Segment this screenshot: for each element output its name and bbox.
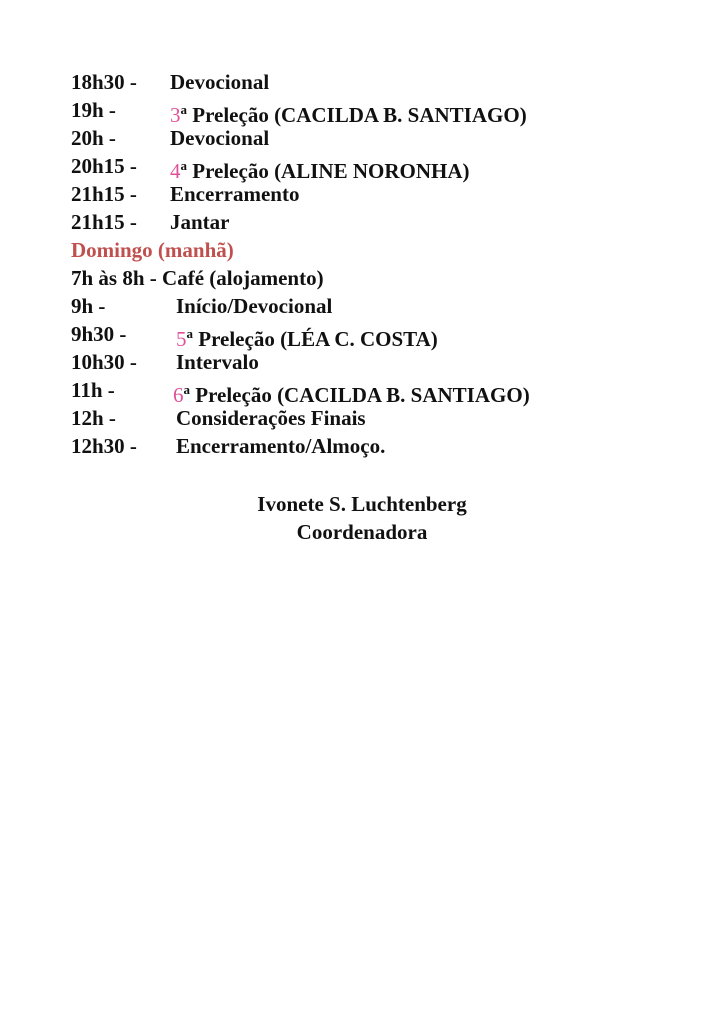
schedule-time: 19h - bbox=[71, 98, 116, 122]
schedule-row bbox=[71, 264, 671, 292]
schedule-description: Devocional bbox=[170, 126, 270, 150]
schedule-row bbox=[71, 432, 671, 460]
schedule-time: 11h - bbox=[71, 378, 115, 402]
session-title: Preleção (LÉA C. COSTA) bbox=[198, 327, 438, 351]
schedule-time: 18h30 - bbox=[71, 70, 137, 94]
schedule-time: 20h15 - bbox=[71, 154, 137, 178]
signatory-role: Coordenadora bbox=[296, 520, 428, 544]
day-heading: Domingo (manhã) bbox=[71, 238, 234, 262]
ordinal-superscript: a bbox=[180, 102, 187, 117]
schedule-row bbox=[71, 376, 671, 407]
schedule-time: 10h30 - bbox=[71, 350, 137, 374]
schedule-time: 21h15 - bbox=[71, 210, 137, 234]
schedule-row bbox=[71, 292, 671, 320]
schedule-row bbox=[71, 68, 671, 96]
ordinal-number: 5 bbox=[176, 327, 187, 351]
schedule-time: 12h30 - bbox=[71, 434, 137, 458]
schedule bbox=[71, 68, 671, 460]
schedule-time: 9h - bbox=[71, 294, 106, 318]
schedule-description: Encerramento/Almoço. bbox=[176, 434, 386, 458]
schedule-time: 21h15 - bbox=[71, 182, 137, 206]
ordinal-superscript: a bbox=[183, 382, 190, 397]
ordinal-superscript: a bbox=[180, 158, 187, 173]
schedule-description: Jantar bbox=[170, 210, 230, 234]
ordinal-number: 3 bbox=[170, 103, 181, 127]
schedule-description: Início/Devocional bbox=[176, 294, 333, 318]
signatory-name: Ivonete S. Luchtenberg bbox=[257, 492, 467, 516]
schedule-row bbox=[71, 404, 671, 432]
session-title: Preleção (CACILDA B. SANTIAGO) bbox=[192, 103, 527, 127]
signature-block bbox=[0, 490, 724, 546]
schedule-description: Considerações Finais bbox=[176, 406, 366, 430]
session-title: Preleção (CACILDA B. SANTIAGO) bbox=[195, 383, 530, 407]
schedule-description: Devocional bbox=[170, 70, 270, 94]
schedule-row bbox=[71, 348, 671, 376]
schedule-time-text: 7h às 8h - bbox=[71, 266, 157, 290]
schedule-row bbox=[71, 180, 671, 208]
ordinal-superscript: a bbox=[186, 326, 193, 341]
schedule-row bbox=[71, 124, 671, 152]
schedule-row bbox=[71, 152, 671, 183]
schedule-row bbox=[71, 320, 671, 351]
ordinal-number: 4 bbox=[170, 159, 181, 183]
schedule-row bbox=[71, 96, 671, 127]
session-title: Preleção (ALINE NORONHA) bbox=[192, 159, 470, 183]
schedule-time bbox=[71, 264, 324, 292]
schedule-description: Encerramento bbox=[170, 182, 300, 206]
schedule-time: 9h30 - bbox=[71, 322, 127, 346]
schedule-description: Café (alojamento) bbox=[162, 266, 324, 290]
schedule-time: 12h - bbox=[71, 406, 116, 430]
schedule-description: Intervalo bbox=[176, 350, 259, 374]
schedule-row bbox=[71, 208, 671, 236]
schedule-time: 20h - bbox=[71, 126, 116, 150]
ordinal-number: 6 bbox=[173, 383, 184, 407]
